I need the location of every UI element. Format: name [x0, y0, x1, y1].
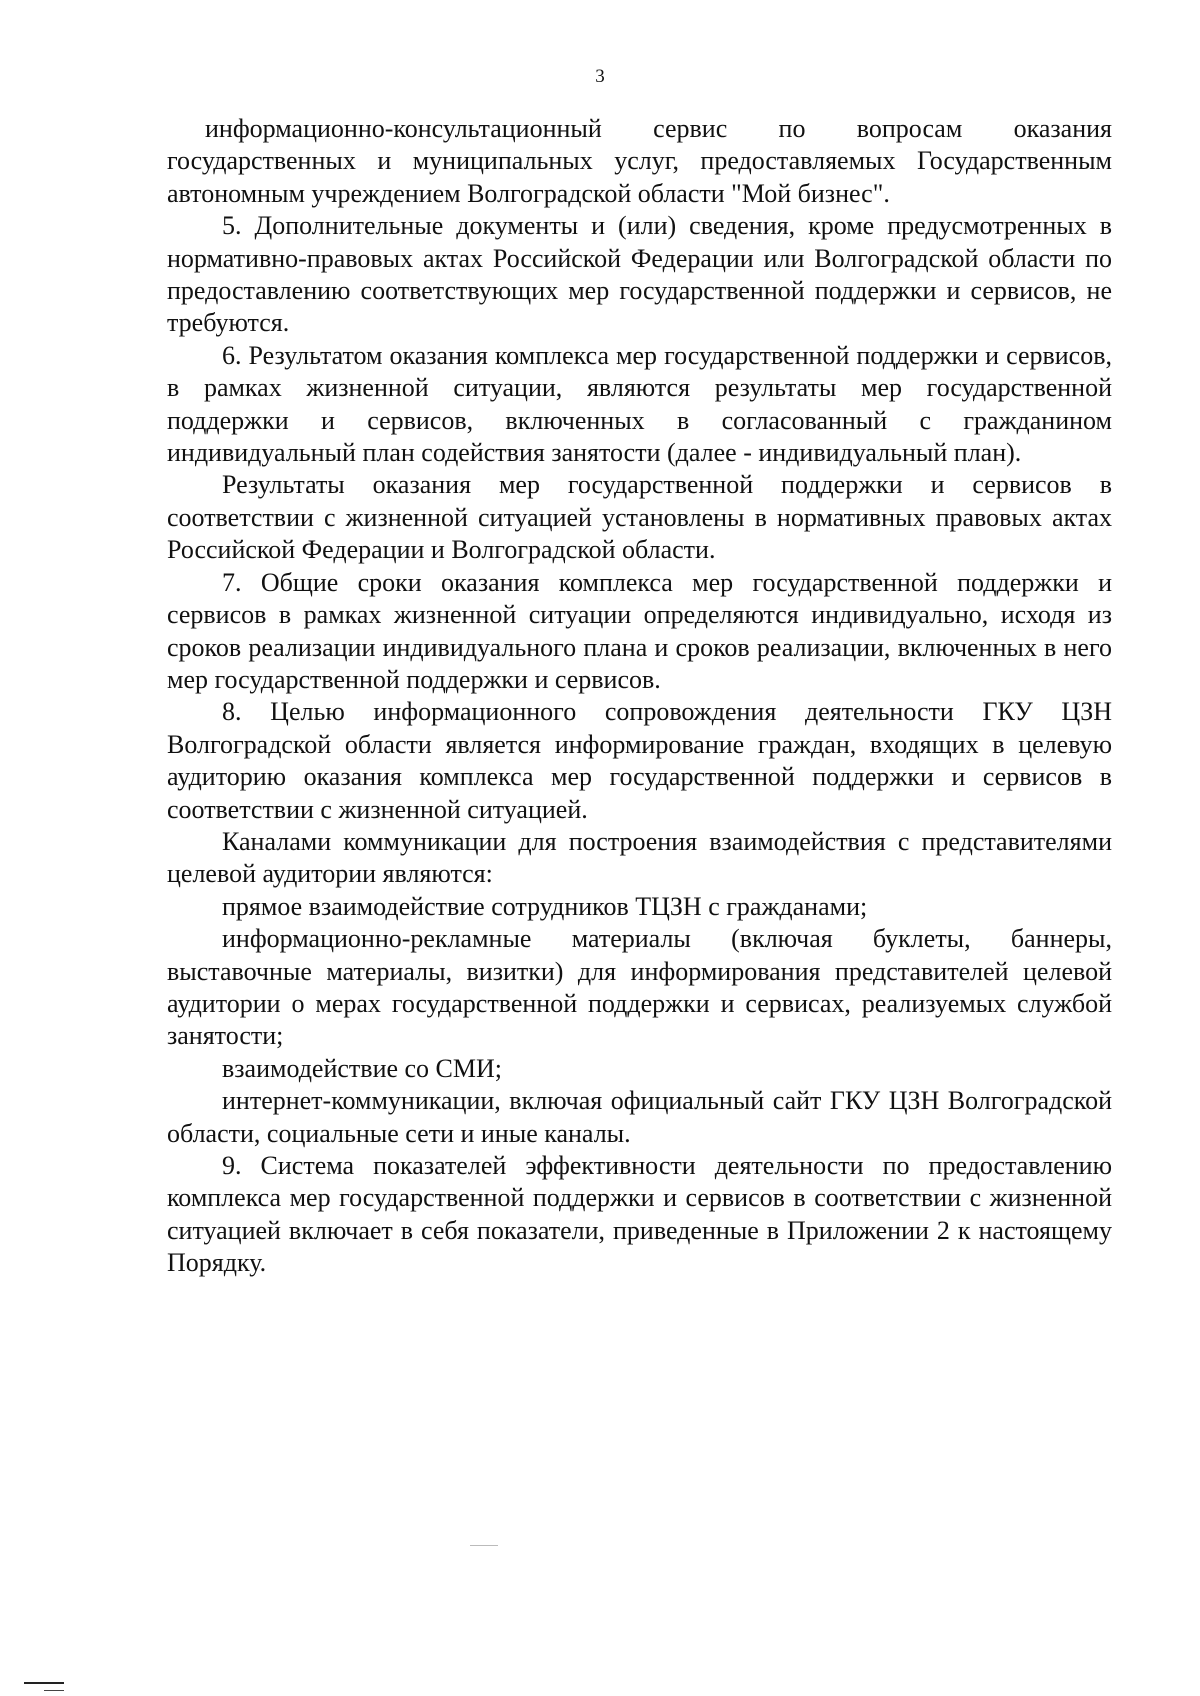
corner-scan-mark	[24, 1682, 64, 1684]
paragraph-service-continuation: информационно-консультационный сервис по вопросам оказания государственных и муниципальных услуг, предоставляемых Государственным автономным учреждением Волгоградской области "Мой бизнес".	[167, 114, 1112, 208]
document-body	[167, 113, 1112, 1280]
list-item-media: взаимодействие со СМИ;	[222, 1053, 503, 1083]
paragraph-channels: Каналами коммуникации для построения взаимодействия с представителями целевой аудитории являются:	[167, 826, 1112, 889]
paragraph-5: 5. Дополнительные документы и (или) сведения, кроме предусмотренных в нормативно-правовых актах Российской Федерации или Волгоградской области по предоставлению соответствующих мер государственной поддержки и сервисов, не требуются.	[167, 211, 1112, 338]
paragraph-8: 8. Целью информационного сопровождения деятельности ГКУ ЦЗН Волгоградской области является информирование граждан, входящих в целевую аудиторию оказания комплекса мер государственной поддержки и сервисов в соответствии с жизненной ситуацией.	[167, 697, 1112, 824]
scan-artifact-mark	[470, 1545, 498, 1546]
paragraph-6: 6. Результатом оказания комплекса мер государственной поддержки и сервисов, в рамках жизненной ситуации, являются результаты мер государственной поддержки и сервисов, включенных в согласованный с гражданином индивидуальный план содействия занятости (далее - индивидуальный план).	[167, 340, 1112, 468]
paragraph-7: 7. Общие сроки оказания комплекса мер государственной поддержки и сервисов в рамках жизненной ситуации определяются индивидуально, исходя из сроков реализации индивидуального плана и сроков реализации, включенных в него мер государственной поддержки и сервисов.	[167, 567, 1112, 694]
list-item-advertising-materials: информационно-рекламные материалы (включая буклеты, баннеры, выставочные материалы, визитки) для информирования представителей целевой аудитории о мерах государственной поддержки и сервисах, реализуемых службой занятости;	[167, 924, 1112, 1051]
corner-scan-mark-secondary	[44, 1690, 64, 1691]
list-item-direct-interaction: прямое взаимодействие сотрудников ТЦЗН с гражданами;	[222, 891, 868, 921]
paragraph-results: Результаты оказания мер государственной поддержки и сервисов в соответствии с жизненной ситуацией установлены в нормативных правовых актах Российской Федерации и Волгоградской области.	[167, 470, 1112, 565]
list-item-internet: интернет-коммуникации, включая официальный сайт ГКУ ЦЗН Волгоградской области, социальные сети и иные каналы.	[167, 1086, 1112, 1148]
page-number: 3	[595, 66, 605, 87]
paragraph-9: 9. Система показателей эффективности деятельности по предоставлению комплекса мер государственной поддержки и сервисов в соответствии с жизненной ситуацией включает в себя показатели, приведенные в Приложении 2 к настоящему Порядку.	[167, 1151, 1112, 1278]
